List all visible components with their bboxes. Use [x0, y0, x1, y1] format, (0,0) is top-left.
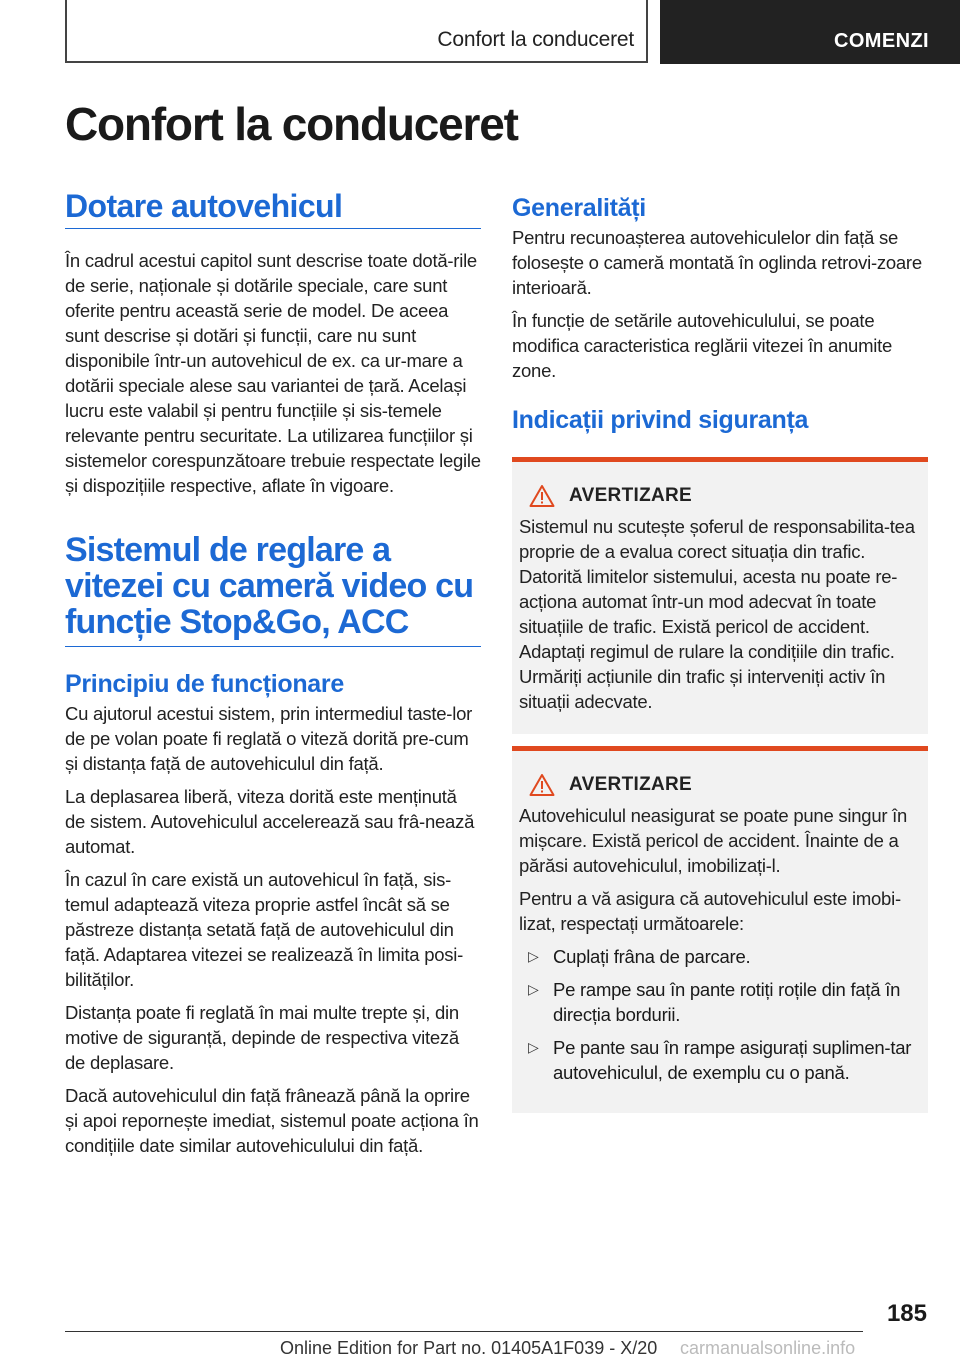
page-title: Confort la conduceret	[65, 98, 518, 150]
warning-list	[519, 944, 921, 1085]
list-item-text: Cuplați frâna de parcare.	[553, 946, 751, 967]
warning-paragraph: Pentru a vă asigura că autovehiculul este imobi-lizat, respectați următoarele:	[519, 888, 901, 934]
list-item	[519, 1035, 921, 1085]
subheading-siguranta: Indicații privind siguranța	[512, 406, 809, 434]
paragraph: Cu ajutorul acestui sistem, prin intermediul taste-lor de pe volan poate fi reglată o viteză dorită pre-cum și distanța față de autovehiculul din față.	[65, 703, 473, 774]
section-heading-dotare: Dotare autovehicul	[65, 188, 343, 224]
warning-header	[519, 773, 921, 797]
warning-paragraph: Sistemul nu scutește șoferul de responsabilita-tea proprie de a evalua corect situația din trafic. Datorită limitelor sistemului, acesta nu poate re-acționa automat într-un mod adecvat în toate situațiile de trafic. Există pericol de accident. Adaptați regimul de rulare la condițiile din trafic. Urmăriți acțiunile din trafic și interveniți activ în situații adecvate.	[519, 516, 915, 712]
warning-paragraph: Autovehiculul neasigurat se poate pune singur în mișcare. Există pericol de accident. Înainte de a părăsi autovehiculul, imobilizați-l.	[519, 805, 908, 876]
list-item	[519, 944, 921, 969]
warning-triangle-icon	[529, 484, 555, 508]
warning-box	[512, 457, 928, 734]
paragraph: Dacă autovehiculul din față frânează până la oprire și apoi repornește imediat, sistemul poate acționa în condițiile date similar autovehiculului din față.	[65, 1085, 479, 1156]
subheading-principiu: Principiu de funcționare	[65, 670, 344, 698]
chapter-tab-label: COMENZI	[834, 30, 930, 52]
warning-label: AVERTIZARE	[569, 774, 692, 795]
warning-header	[519, 484, 921, 508]
left-column	[65, 188, 481, 1158]
triangle-right-bullet-icon: ▷	[528, 948, 539, 964]
paragraph: La deplasarea liberă, viteza dorită este menținută de sistem. Autovehiculul accelerează sau frâ-nează automat.	[65, 786, 475, 857]
intro-paragraph: În cadrul acestui capitol sunt descrise toate dotă-rile de serie, naționale și dotările speciale, care sunt oferite pentru această serie de model. De aceea sunt descrise și dotări și funcții, care nu sunt disponibile într-un autovehicul de ex. ca ur-mare a dotării speciale alese sau variantei de țară. Același lucru este valabil și pentru funcțiile și sis-temele relevante pentru securitate. La utilizarea funcțiilor și sistemelor corespunzătoare trebuie respectate legile și dispozițiile respective, aflate în vigoare.	[65, 250, 481, 496]
right-column	[512, 188, 928, 1113]
paragraph: Distanța poate fi reglată în mai multe trepte și, din motive de siguranță, depinde de respectiva viteză de deplasare.	[65, 1002, 459, 1073]
list-item-text: Pe rampe sau în pante rotiți roțile din față în direcția bordurii.	[553, 979, 901, 1025]
footer-edition: Online Edition for Part no. 01405A1F039 - X/20	[280, 1338, 658, 1358]
section-heading-acc: Sistemul de reglare a vitezei cu cameră video cu funcție Stop&Go, ACC	[65, 531, 474, 641]
triangle-right-bullet-icon: ▷	[528, 1039, 539, 1055]
list-item	[519, 977, 921, 1027]
paragraph: Pentru recunoașterea autovehiculelor din față se folosește o cameră montată în oglinda retrovi-zoare interioară.	[512, 227, 922, 298]
footer-watermark: carmanualsonline.info	[680, 1338, 856, 1358]
warning-box	[512, 746, 928, 1113]
section-heading-rule	[65, 532, 481, 647]
paragraph: În cazul în care există un autovehicul în față, sis-temul adaptează viteza proprie astfel încât să se păstreze distanța setată față de autovehiculul din față. Adaptarea vitezei se realizează în limita posi-bilităților.	[65, 869, 464, 990]
warning-triangle-icon	[529, 773, 555, 797]
header-frame	[65, 0, 648, 63]
warning-label: AVERTIZARE	[569, 485, 692, 506]
chapter-tab[interactable]	[660, 0, 960, 64]
footer-divider	[65, 1331, 863, 1332]
triangle-right-bullet-icon: ▷	[528, 981, 539, 997]
page-number: 185	[886, 1300, 927, 1327]
section-heading-rule	[65, 188, 481, 229]
paragraph: În funcție de setările autovehiculului, se poate modifica caracteristica reglării vitezei în anumite zone.	[512, 310, 893, 381]
header-section-title: Confort la conduceret	[437, 28, 634, 51]
list-item-text: Pe pante sau în rampe asigurați suplimen-tar autovehiculul, de exemplu cu o pană.	[553, 1037, 912, 1083]
subheading-generalitati: Generalități	[512, 194, 646, 222]
